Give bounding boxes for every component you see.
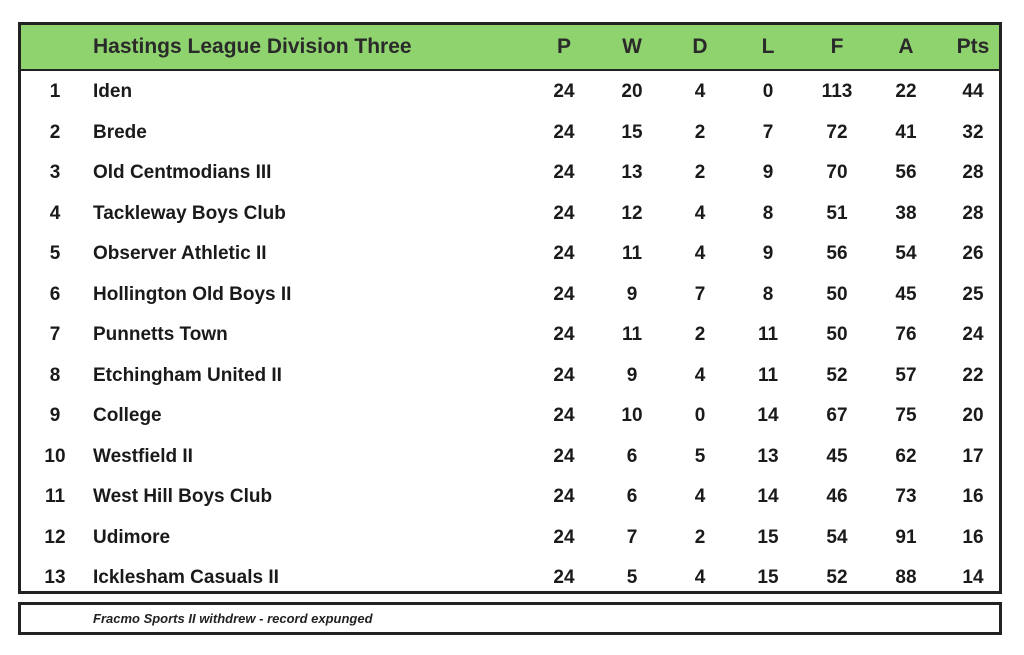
- goals-for-cell: 72: [826, 121, 848, 143]
- drawn-cell: 2: [694, 324, 706, 345]
- goals-for-cell: 46: [826, 486, 848, 507]
- position-cell: 5: [49, 243, 61, 264]
- team-name-cell: Hollington Old Boys II: [93, 283, 292, 305]
- won-cell: 15: [621, 121, 643, 143]
- table-row: [21, 356, 999, 396]
- column-header-points: Pts: [956, 35, 990, 58]
- table-row: [21, 437, 999, 477]
- position-cell: 10: [44, 445, 66, 467]
- position-cell: 11: [44, 486, 66, 507]
- won-cell: 10: [621, 405, 643, 426]
- drawn-cell: 2: [694, 526, 706, 548]
- table-row: [21, 518, 999, 558]
- drawn-cell: 7: [694, 283, 706, 305]
- played-cell: 24: [553, 445, 575, 467]
- team-name-cell: Tackleway Boys Club: [93, 202, 286, 224]
- won-cell: 11: [621, 324, 643, 345]
- column-header-goals-for: F: [830, 35, 844, 58]
- column-header-played: P: [556, 35, 571, 58]
- goals-against-cell: 75: [895, 405, 917, 426]
- position-cell: 7: [49, 324, 61, 345]
- points-cell: 17: [962, 445, 984, 467]
- table-title: Hastings League Division Three: [93, 35, 412, 58]
- position-cell: 2: [49, 121, 61, 143]
- lost-cell: 0: [762, 81, 774, 102]
- played-cell: 24: [553, 526, 575, 548]
- points-cell: 20: [962, 405, 984, 426]
- drawn-cell: 4: [694, 81, 706, 102]
- goals-against-cell: 56: [895, 162, 917, 183]
- drawn-cell: 5: [694, 445, 706, 467]
- points-cell: 32: [962, 121, 984, 143]
- table-row: [21, 194, 999, 234]
- goals-for-cell: 70: [826, 162, 848, 183]
- lost-cell: 8: [762, 202, 774, 224]
- drawn-cell: 4: [694, 243, 706, 264]
- position-cell: 3: [49, 162, 61, 183]
- won-cell: 6: [626, 486, 638, 507]
- team-name-cell: College: [93, 405, 162, 426]
- drawn-cell: 0: [694, 405, 706, 426]
- played-cell: 24: [553, 162, 575, 183]
- team-name-cell: Icklesham Casuals II: [93, 567, 279, 588]
- table-row: [21, 72, 999, 112]
- position-cell: 4: [49, 202, 61, 224]
- goals-against-cell: 22: [895, 81, 917, 102]
- drawn-cell: 4: [694, 202, 706, 224]
- goals-against-cell: 88: [895, 567, 917, 588]
- played-cell: 24: [553, 121, 575, 143]
- goals-for-cell: 45: [826, 445, 848, 467]
- won-cell: 12: [621, 202, 643, 224]
- played-cell: 24: [553, 243, 575, 264]
- team-name-cell: Westfield II: [93, 445, 193, 467]
- goals-for-cell: 67: [826, 405, 848, 426]
- position-cell: 9: [49, 405, 61, 426]
- goals-against-cell: 57: [895, 364, 917, 386]
- goals-against-cell: 76: [895, 324, 917, 345]
- won-cell: 13: [621, 162, 643, 183]
- played-cell: 24: [553, 405, 575, 426]
- team-name-cell: Old Centmodians III: [93, 162, 272, 183]
- position-cell: 13: [44, 567, 66, 588]
- drawn-cell: 2: [694, 162, 706, 183]
- position-cell: 1: [49, 81, 61, 102]
- table-row: [21, 558, 999, 598]
- team-name-cell: Iden: [93, 81, 133, 102]
- lost-cell: 11: [757, 364, 779, 386]
- drawn-cell: 4: [694, 567, 706, 588]
- won-cell: 9: [626, 364, 638, 386]
- goals-for-cell: 56: [826, 243, 848, 264]
- goals-against-cell: 62: [895, 445, 917, 467]
- points-cell: 24: [962, 324, 984, 345]
- column-header-lost: L: [761, 35, 775, 58]
- goals-for-cell: 50: [826, 283, 848, 305]
- lost-cell: 8: [762, 283, 774, 305]
- lost-cell: 9: [762, 243, 774, 264]
- won-cell: 7: [626, 526, 638, 548]
- drawn-cell: 4: [694, 364, 706, 386]
- played-cell: 24: [553, 202, 575, 224]
- lost-cell: 14: [757, 405, 779, 426]
- points-cell: 16: [962, 526, 984, 548]
- lost-cell: 15: [757, 567, 779, 588]
- points-cell: 22: [962, 364, 984, 386]
- league-table: [18, 22, 1002, 594]
- points-cell: 28: [962, 162, 984, 183]
- played-cell: 24: [553, 283, 575, 305]
- table-row: [21, 315, 999, 355]
- won-cell: 20: [621, 81, 643, 102]
- lost-cell: 9: [762, 162, 774, 183]
- goals-for-cell: 113: [821, 81, 853, 102]
- goals-for-cell: 52: [826, 364, 848, 386]
- drawn-cell: 4: [694, 486, 706, 507]
- column-header-goals-against: A: [898, 35, 914, 58]
- lost-cell: 7: [762, 121, 774, 143]
- goals-against-cell: 73: [895, 486, 917, 507]
- points-cell: 28: [962, 202, 984, 224]
- table-header-row: [21, 25, 999, 71]
- footnote-box: [18, 602, 1002, 635]
- goals-for-cell: 52: [826, 567, 848, 588]
- goals-for-cell: 51: [826, 202, 848, 224]
- goals-against-cell: 41: [895, 121, 917, 143]
- goals-against-cell: 38: [895, 202, 917, 224]
- points-cell: 25: [962, 283, 984, 305]
- team-name-cell: Punnetts Town: [93, 324, 228, 345]
- team-name-cell: Observer Athletic II: [93, 243, 267, 264]
- column-header-drawn: D: [692, 35, 708, 58]
- points-cell: 44: [962, 81, 984, 102]
- goals-against-cell: 45: [895, 283, 917, 305]
- won-cell: 11: [621, 243, 643, 264]
- lost-cell: 15: [757, 526, 779, 548]
- won-cell: 5: [626, 567, 638, 588]
- team-name-cell: Udimore: [93, 526, 171, 548]
- goals-against-cell: 54: [895, 243, 917, 264]
- goals-for-cell: 50: [826, 324, 848, 345]
- won-cell: 9: [626, 283, 638, 305]
- team-name-cell: Etchingham United II: [93, 364, 282, 386]
- team-name-cell: West Hill Boys Club: [93, 486, 273, 507]
- goals-against-cell: 91: [895, 526, 917, 548]
- table-row: [21, 153, 999, 193]
- points-cell: 14: [962, 567, 984, 588]
- points-cell: 26: [962, 243, 984, 264]
- won-cell: 6: [626, 445, 638, 467]
- team-name-cell: Brede: [93, 121, 147, 143]
- drawn-cell: 2: [694, 121, 706, 143]
- table-row: [21, 477, 999, 517]
- points-cell: 16: [962, 486, 984, 507]
- lost-cell: 13: [757, 445, 779, 467]
- played-cell: 24: [553, 486, 575, 507]
- played-cell: 24: [553, 324, 575, 345]
- table-row: [21, 396, 999, 436]
- position-cell: 8: [49, 364, 61, 386]
- played-cell: 24: [553, 567, 575, 588]
- lost-cell: 11: [757, 324, 779, 345]
- table-row: [21, 234, 999, 274]
- lost-cell: 14: [757, 486, 779, 507]
- position-cell: 12: [44, 526, 66, 548]
- column-header-won: W: [622, 35, 642, 58]
- goals-for-cell: 54: [826, 526, 848, 548]
- footnote-text: Fracmo Sports II withdrew - record expunged: [93, 611, 373, 626]
- position-cell: 6: [49, 283, 61, 305]
- table-row: [21, 113, 999, 153]
- played-cell: 24: [553, 81, 575, 102]
- table-row: [21, 275, 999, 315]
- played-cell: 24: [553, 364, 575, 386]
